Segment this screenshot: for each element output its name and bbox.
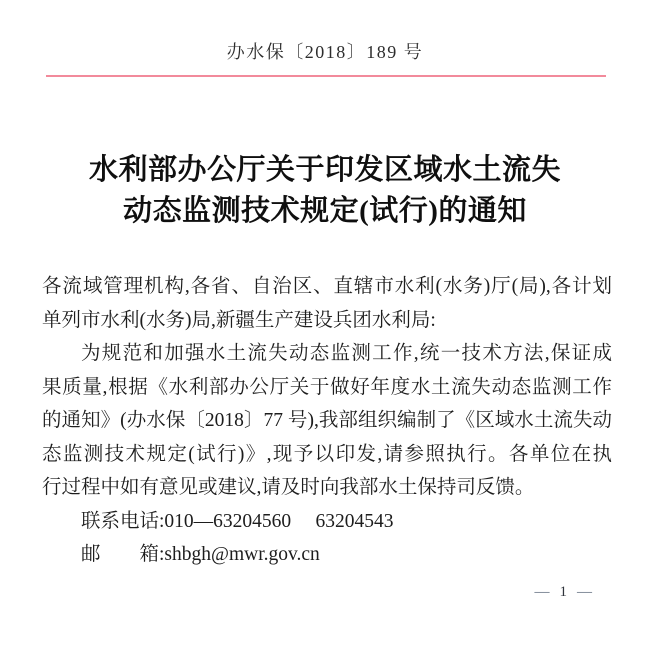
- body-text-line: 单列市水利(水务)局,新疆生产建设兵团水利局:: [42, 309, 436, 331]
- document-title: [0, 150, 650, 232]
- page-number-value: 1: [559, 584, 567, 600]
- body-text-line: 为规范和加强水土流失动态监测工作,统一技术方法,保证成: [81, 343, 612, 364]
- body-text-line: 各流域管理机构,各省、自治区、直辖市水利(水务)厅(局),各计划: [42, 276, 612, 297]
- doc-number: 办水保〔2018〕189 号: [226, 42, 424, 62]
- body-text-line: 果质量,根据《水利部办公厅关于做好年度水土流失动态监测工作: [42, 376, 612, 398]
- body-text-line: 邮 箱:shbgh@mwr.gov.cn: [81, 544, 320, 565]
- body-text-line: 行过程中如有意见或建议,请及时向我部水土保持司反馈。: [42, 477, 535, 498]
- header-divider-line: [46, 75, 606, 77]
- body-text-line: 的通知》(办水保〔2018〕77 号),我部组织编制了《区域水土流失动: [42, 410, 612, 431]
- body-text-line: 联系电话:010—63204560 63204543: [81, 510, 394, 532]
- document-body: [42, 270, 612, 572]
- body-text-line: 态监测技术规定(试行)》,现予以印发,请参照执行。各单位在执: [42, 443, 612, 465]
- page-number: [535, 584, 593, 601]
- title-line-1: 水利部办公厅关于印发区域水土流失: [88, 154, 561, 186]
- page-number-dash-left: —: [534, 584, 550, 600]
- page-number-dash-right: —: [577, 584, 592, 600]
- title-line-2: 动态监测技术规定(试行)的通知: [123, 195, 527, 227]
